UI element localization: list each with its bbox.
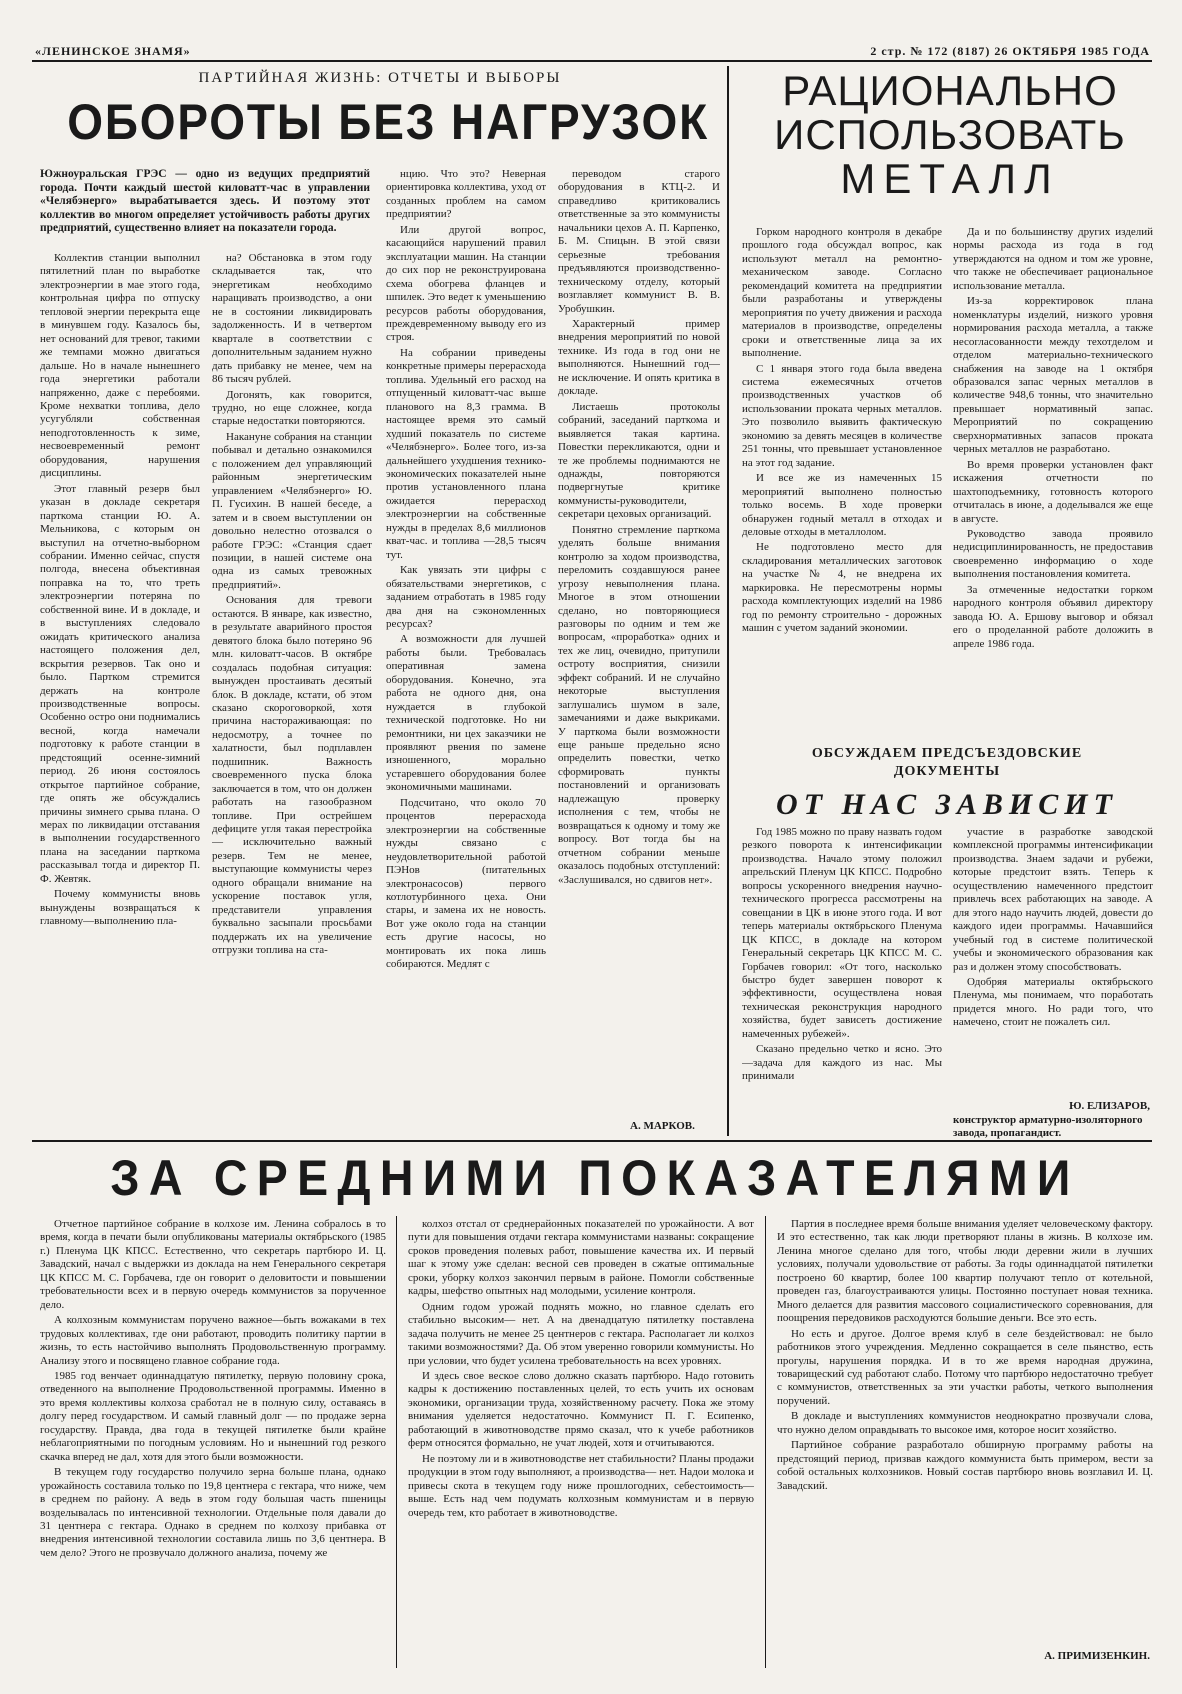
paragraph: С 1 января этого года была введена система ежемесячных отчетов производственных участков об использовании проката черных металлов. Это позволило выявить фактическую экономию за девять месяцев в количестве 251 тонны, что превышает установленное на этот год задание. [742,362,942,469]
paragraph: переводом старого оборудования в КТЦ-2. И справедливо критиковались ответственные за это коммунисты начальники цехов А. П. Карпенко, Б. М. Спицын. В этой связи серьезные требования предъявляются производственно-техническому отделу, который возглавляет коммунист В. В. Уробушкин. [558,168,720,315]
paragraph: Сказано предельно четко и ясно. Это —задача для каждого из нас. Мы принимали [742,1043,942,1083]
paragraph: На собрании приведены конкретные примеры перерасхода топлива. Удельный его расход на отпущенный киловатт-час выше планового на 8,3 грамма. В настоящее время это самый худший показатель по системе «Челябэнерго». Более того, из-за дальнейшего ухудшения технико-экономических показателей ныне против установленного плана ожидается перерасход электроэнергии на собственные нужды в пределах 8,6 миллионов кват-час. и топлива —28,5 тысяч тут. [386,346,546,561]
paragraph: Догонять, как говорится, трудно, но еще сложнее, когда старые недостатки повторяются. [212,388,372,428]
paragraph: 1985 год венчает одиннадцатую пятилетку, первую половину срока, отведенного на выполнение Продовольственной программы. Именно в это время коллективы колхоза сработал не в полную силу, оставаясь в долгу перед государством. И самый главный долг — по продаже зерна государству. Правда, два года в текущей пятилетке были крайне неблагоприятными по погодным условиям. Но и нынешний год резкого скачка вперед не дал, хотя для этого были возможности. [40,1369,386,1463]
paragraph: И все же из намеченных 15 мероприятий выполнено полностью только восемь. В ходе проверки обнаружен годный металл в отходах и деловые отходы в металлолом. [742,472,942,538]
paragraph: В докладе и выступлениях коммунистов неоднократно прозвучали слова, что нужно делом оправдывать то высокое имя, которое носит хозяйство. [777,1410,1153,1436]
paragraph: Горком народного контроля в декабре прошлого года обсуждал вопрос, как используют металл на ремонтно-механическом заводе. Согласно рекомендаций комитета на предприятии были разработаны и утверждены мероприятия по учету движения и расхода материалов в производстве, определены сроки и ответственные лица за их выполнение. [742,226,942,360]
paragraph: А возможности для лучшей работы были. Требовалась оперативная замена оборудования. Конечно, эта работа не одного дня, она нуждается в глубокой технической подготовке. Но ни ремонтники, ни цех заказчики не проявляют рвения по замене изношенного, морально устаревшего оборудования более экономичными машинами. [386,633,546,794]
paragraph: Накануне собрания на станции побывал и детально ознакомился с положением дел управляющий районным энергетическим управлением «Челябэнерго» Ю. П. Гусихин. В нашей беседе, а затем и в своем выступлении он довольно нелестно отозвался о работе ГРЭС: «Станция сдает позиции, в нашей системе она одна из самых тревожных предприятий». [212,430,372,591]
article1-lead: Южноуральская ГРЭС — одно из ведущих предприятий города. Почти каждый шестой киловатт-час в управлении «Челябэнерго» вырабатывается здесь. И поэтому этот коллектив во многом определяет устойчивость работы других предприятий, существенно влияет на показатели города. [40,168,370,235]
article1-column-3 [386,168,546,1087]
header-rule [32,60,1152,62]
article4-signature: А. ПРИМИЗЕНКИН. [1044,1650,1150,1662]
article4-column-2 [408,1218,754,1670]
paragraph: Но есть и другое. Долгое время клуб в селе бездействовал: не было работников этого учреждения. Медленно сокращается в селе пьянство, есть прогулы, нарушения порядка. И в то же время народная дружина, товарищеский суд работают слабо. Потому что партбюро недостаточно требует с коммунистов, ответственных за эти участки работы, четкого выполнения поручений. [777,1327,1153,1407]
article2-column-2 [953,226,1153,736]
column-separator [765,1216,766,1668]
paragraph: За отмеченные недостатки горком народного контроля объявил директору завода Ю. А. Ершову выговор и обязал его о проделанной работе доложить в апреле 1986 года. [953,583,1153,650]
column-separator [727,66,729,1136]
masthead: «ЛЕНИНСКОЕ ЗНАМЯ» [35,44,191,58]
paragraph: Этот главный резерв был указан в докладе секретаря парткома станции Ю. А. Мельникова, с которым он выступил на отчетно-выборном собрании. Именно сейчас, спустя полгода, внесена объективная поправка на то, что треть электроэнергии потеряна по собственной вине. И в докладе, и в выступлениях следовало ожидать критического анализа настоящего положения дел, вскрытия резервов. Так оно и было. Партком стремится держать на контроле производственные вопросы. Особенно остро они поднимались весной, когда намечали подготовку к работе станции в предстоящий осенне-зимний период. 26 июня состоялось открытое партийное собрание, где опять же обсуждались причины зимнего срыва плана. О мерах по ликвидации отставания в выполнении государственного плана на заседании парткома рассказывал тогда и директор П. Ф. Жевтяк. [40,482,200,885]
article2-title-line2: ИСПОЛЬЗОВАТЬ [774,111,1126,158]
issue-info: 2 стр. № 172 (8187) 26 ОКТЯБРЯ 1985 ГОДА [870,44,1150,58]
paragraph: Руководство завода проявило недисциплинированность, не предоставив своевременно информацию о ходе выполнения постановления комитета. [953,527,1153,581]
article3-title: ОТ НАС ЗАВИСИТ [776,788,1118,821]
article1-column-1 [40,252,200,1087]
paragraph: Листаешь протоколы собраний, заседаний парткома и выявляется такая картина. Повестки перекликаются, одни и те же проблемы поднимаются не однажды, повторяются подвергнутые критике коммунисты-руководители, секретари цеховых организаций. [558,400,720,521]
paragraph: Почему коммунисты вновь вынуждены возвращаться к главному—выполнению пла- [40,888,200,928]
article1-signature: А. МАРКОВ. [630,1120,695,1132]
article3-column-2 [953,826,1153,1098]
article3-signature-title: конструктор арматурно-изоляторного завода, пропагандист. [953,1114,1143,1139]
paragraph: В текущем году государство получило зерна больше плана, однако урожайность составила только по 19,8 центнера с гектара, что ниже, чем в среднем по району. А ведь в этом году большая часть пшеницы возделывалась по интенсивной технологии. Отдельные поля давали до 31 центнера с гектара. Однако в среднем по колхозу прибавка от внедрения интенсивной технологии составила лишь по 3,6 центнера. В чем дело? Этого не прозвучало должного анализа, почему же [40,1466,386,1559]
paragraph: Характерный пример внедрения мероприятий по новой технике. Из года в год они не выполняются. Нынешний год— не исключение. И опять критика в докладе. [558,317,720,398]
paragraph: Во время проверки установлен факт искажения отчетности по шахтоподъемнику, готовность которого отчиталась в июне, а доделывался же еще в августе. [953,458,1153,525]
article3-column-1 [742,826,942,1126]
column-separator [396,1216,397,1668]
paragraph: нцию. Что это? Неверная ориентировка коллектива, уход от созданных проблем на самом предприятии? [386,168,546,221]
article4-column-3 [777,1218,1153,1640]
section-rule [32,1140,1152,1142]
paragraph: А колхозным коммунистам поручено важное—быть вожаками в тех трудовых коллективах, где они работают, проводить политику партии в жизнь, то есть настойчиво выполнять Продовольственную программу. Анализу этого и посвящено главное собрание года. [40,1314,386,1367]
article1-column-4 [558,168,720,1068]
paragraph: на? Обстановка в этом году складывается так, что энергетикам необходимо наращивать производство, а они не в состоянии ликвидировать задолженность. И в четвертом квартале в соответствии с дополнительным заданием нужно дать прибавку не менее, чем на 86 тысяч рублей. [212,252,372,386]
paragraph: Понятно стремление парткома уделять больше внимания контролю за ходом производства, переломить создавшуюся ранее угрозу невыполнения плана. Многое в этом отношении сделано, но повторяющиеся разговоры по одним и тем же вопросам, «проработка» одних и тех же лиц, очевидно, притупили остроту восприятия, снизили эффект собраний. И не случайно некоторые выступления заглушались шумом в зале, замечаниями и даже выкриками. У парткома были возможности еще раньше предельно ясно определить повестки, четко сформировать пункты постановлений и организовать надлежащую проверку исполнения с тем, чтобы не возвращаться к одному и тому же вопросу. Вот тогда бы на отчетном собрании меньше оказалось подобных отступлений: «Заслушивался, но сдвигов нет». [558,523,720,886]
article3-rubric-line2: ДОКУМЕНТЫ [893,764,1001,779]
paragraph: участие в разработке заводской комплексной программы интенсификации производства. Знаем задачи и рубежи, которые предстоит взять. Теперь к осуществлению намеченного предстоит привлечь всех работающих на заводе. А для этого надо научить людей, довести до каждого идеи программы. Начавшийся учебный год в системе политической учебы и экономического образования как раз и должен этому способствовать. [953,826,1153,973]
article4-title: ЗА СРЕДНИМИ ПОКАЗАТЕЛЯМИ [110,1150,1080,1206]
paragraph: И здесь свое веское слово должно сказать партбюро. Надо готовить кадры к достижению поставленных целей, то есть учить их основам экономики, организации труда, хозяйственному расчету. Пока же этому внимания уделяется недостаточно. Коммунист П. Г. Есипенко, работающий в животноводстве прямо сказал, что к учебе работников ферм относятся формально, не учат людей, хотя и отчитываются. [408,1369,754,1450]
article1-title: ОБОРОТЫ БЕЗ НАГРУЗОК [67,94,710,150]
paragraph: Одобряя материалы октябрьского Пленума, мы понимаем, что поработать придется много. Но ради того, что намечено, стоит не пожалеть сил. [953,975,1153,1029]
article3-rubric-line1: ОБСУЖДАЕМ ПРЕДСЪЕЗДОВСКИЕ [811,746,1083,761]
paragraph: Да и по большинству других изделий нормы расхода из года в год утверждаются на одном и том же уровне, что также не обеспечивает рациональное использование металла. [953,226,1153,292]
article4-column-1 [40,1218,386,1670]
article1-rubric: ПАРТИЙНАЯ ЖИЗНЬ: ОТЧЕТЫ И ВЫБОРЫ [198,70,562,86]
article2-column-1 [742,226,942,736]
article2-title-line1: РАЦИОНАЛЬНО [782,67,1118,114]
paragraph: Одним годом урожай поднять можно, но главное сделать его стабильно высоким— нет. А на двенадцатую пятилетку поставлена задача получить не менее 25 центнеров с гектара. Располагает ли колхоз такими возможностями? Да. Об этом уверенно говорили коммунисты. Но при условии, что будет усилена требовательность на всех уровнях. [408,1300,754,1367]
paragraph: Или другой вопрос, касающийся нарушений правил эксплуатации машин. На станции до сих пор не реконструирована схема обогрева фланцев и шпилек. Это ведет к уменьшению ресурсов работы оборудования, преждевременному выводу его из строя. [386,223,546,344]
paragraph: Не подготовлено место для складирования металлических заготовок на участке № 4, не внедрена их маркировка. Не пересмотрены нормы расхода комплектующих изделий на 1986 год по ремонту строительно - дорожных машин с учетом заданий экономии. [742,541,942,635]
paragraph: Из-за корректировок плана номенклатуры изделий, низкого уровня нормирования расхода металла, а также несогласованности между техотделом и отделом материально-технического снабжения на заводе на 1 октября образовался запас черных металлов в количестве 948,6 тонны, что значительно превышает нормативный запас. Мероприятий по сокращению сверхнормативных запасов проката черных металлов не разработано. [953,295,1153,456]
paragraph: Как увязать эти цифры с обязательствами энергетиков, с заданием отработать в 1985 году два дня на сэкономленных ресурсах? [386,564,546,630]
paragraph: Основания для тревоги остаются. В январе, как известно, в результате аварийного простоя девятого блока было потеряно 96 млн. киловатт-часов. В октябре создалась подобная ситуация: вынужден простаивать десятый блок. В докладе, кстати, об этом сказано скороговоркой, хотя причина настораживающая: по недосмотру, а точнее по халатности, был подплавлен подшипник. Важность своевременного пуска блока заключается в том, что он должен работать на газообразном топливе. При острейшем дефиците угля такая перестройка— исключительно важный резерв. Тем не менее, выступающие коммунисты через одного обращали внимание на ускорение поставок угля, представители управления буквально засыпали просьбами поддержать их на увеличение отгрузки топлива на ста- [212,594,372,957]
paragraph: Отчетное партийное собрание в колхозе им. Ленина собралось в то время, когда в печати были опубликованы материалы октябрьского (1985 г.) Пленума ЦК КПСС. Естественно, что секретарь партбюро И. Ц. Завадский, начал с выдержки из доклада на нем Генерального секретаря ЦК КПСС М. С. Горбачева, где он говорит о деловитости и повышении требовательности всех и в первую очередь коммунистов за порученное дело. [40,1218,386,1311]
article2-title-line3: МЕТАЛЛ [840,155,1060,202]
paragraph: Партия в последнее время больше внимания уделяет человеческому фактору. И это естественно, так как люди претворяют планы в жизнь. В колхозе им. Ленина многое сделано для того, чтобы люди деревни жили в лучших условиях, получали удовольствие от работы. За годы одиннадцатой пятилетки построено 60 квартир, более 100 квартир получают тепло от котельной, проведен газ, благоустраиваются улицы. Постоянно поступает новая техника. Много делается для развития массового социалистического соревнования, для поощрения передовиков расходуются большие деньги. Все это есть. [777,1218,1153,1325]
paragraph: Не поэтому ли и в животноводстве нет стабильности? Планы продажи продукции в этом году выполняют, а производства— нет. Надои молока и привесы скота в текущем году ниже прошлогодних, себестоимость—выше. Есть над чем подумать колхозным коммунистам и в первую очередь тем, кто работает в животноводстве. [408,1452,754,1519]
article3-signature-name: Ю. ЕЛИЗАРОВ, [1069,1100,1150,1112]
paragraph: Коллектив станции выполнил пятилетний план по выработке электроэнергии в мае этого года, контрольная цифра по отпуску тепловой энергии перекрыта еще в минувшем году. Казалось бы, нет оснований для тревог, такими же темпами можно двигаться дальше. Но в начале нынешнего года энергетики работали напряженно, даже с перебоями. Кроме нехватки топлива, дело усугубляли собственная неподготовленность к зиме, несвоевременный ремонт оборудования, нарушения дисциплины. [40,252,200,480]
paragraph: Подсчитано, что около 70 процентов перерасхода электроэнергии на собственные нужды связано с неудовлетворительной работой ПЭНов (питательных электронасосов) первого котлотурбинного цеха. Они стары, и замена их не новость. Вот уже около года на станции есть другие насосы, но монтировать их пока лишь собираются. Медлят с [386,796,546,971]
article1-column-2 [212,252,372,1087]
paragraph: колхоз отстал от среднерайонных показателей по урожайности. А вот пути для повышения отдачи гектара коммунистами названы: сокращение сроков проведения полевых работ, повышение качества их. И первый шаг к этому уже сделан: весной сев проведен в сжатые оптимальные сроки, уборку колхоз закончил первым в районе. Помогли собственные кадры, шефство опытных над молодыми, усиление контроля. [408,1218,754,1298]
paragraph: Партийное собрание разработало обширную программу работы на предстоящий период, призвав каждого коммуниста быть примером, вести за собой остальных колхозников. Новый состав партбюро вновь возглавил И. Ц. Завадский. [777,1439,1153,1492]
paragraph: Год 1985 можно по праву назвать годом резкого поворота к интенсификации производства. Начало этому положил апрельский Пленум ЦК КПСС. Подробно вопросы ускоренного внедрения научно-технического прогресса рассмотрены на совещании в ЦК в июне этого года. И вот теперь материалы октябрьского Пленума ЦК КПСС, в докладе на котором Генеральный секретарь ЦК КПСС М. С. Горбачев говорил: «От того, насколько быстро будет завершен поворот к эффективности, осуществлена новая техническая реконструкция народного хозяйства, будет зависеть достижение намеченных рубежей». [742,826,942,1040]
